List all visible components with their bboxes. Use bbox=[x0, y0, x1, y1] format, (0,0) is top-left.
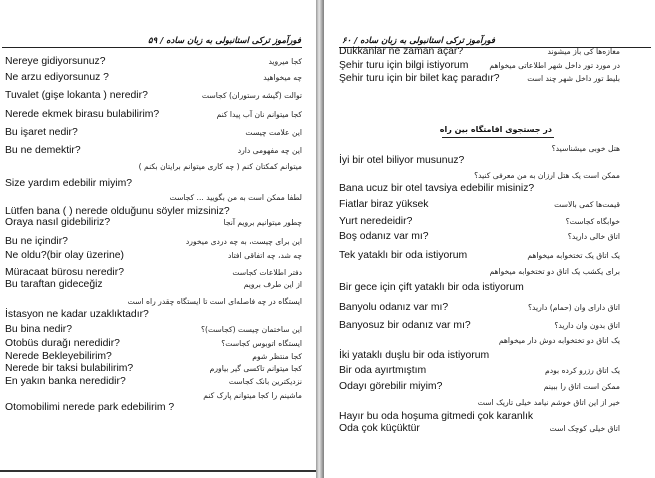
persian-translation: اتاق دارای وان (حمام) دارید؟ bbox=[528, 303, 620, 312]
persian-translation: بلیط تور داخل شهر چند است bbox=[527, 74, 620, 83]
turkish-phrase: Odayı görebilir miyim? bbox=[339, 381, 443, 392]
persian-translation: میتوانم کمکتان کنم ( چه کاری میتوانم برایتان بکنم ) bbox=[138, 162, 302, 171]
persian-translation: نزدیکترین بانک کجاست bbox=[228, 377, 302, 386]
turkish-phrase: İyi bir otel biliyor musunuz? bbox=[339, 155, 465, 166]
turkish-phrase: Banyosuz bir odanız var mı? bbox=[339, 320, 471, 331]
turkish-phrase: Bu ne içindir? bbox=[5, 236, 68, 247]
turkish-phrase: En yakın banka neredidir? bbox=[5, 376, 126, 387]
persian-translation: توالت (گیشه رستوران) کجاست bbox=[201, 91, 302, 100]
persian-translation: یک اتاق رزرو کرده بودم bbox=[545, 366, 620, 375]
persian-translation: این ساختمان چیست (کجاست)؟ bbox=[200, 325, 302, 334]
turkish-phrase: Banyolu odanız var mı? bbox=[339, 302, 449, 313]
persian-translation: هتل خوبی میشناسید؟ bbox=[551, 144, 620, 153]
persian-translation: خوابگاه کجاست؟ bbox=[565, 217, 620, 226]
persian-translation: یک اتاق دو تختخوابه دوش دار میخواهم bbox=[498, 336, 620, 345]
persian-translation: این برای چیست، به چه دردی میخورد bbox=[185, 237, 302, 246]
turkish-phrase: Otobüs durağı neredidir? bbox=[5, 338, 120, 349]
persian-translation: مغازه‌ها کی باز میشوند bbox=[547, 47, 620, 56]
persian-translation: کجا منتظر شوم bbox=[252, 352, 302, 361]
left-bottom-rule bbox=[0, 470, 316, 472]
right-page-header: ۶۰ / فورآموز ترکی استانبولی به زبان ساده bbox=[342, 36, 495, 46]
persian-translation: اتاق بدون وان دارید؟ bbox=[554, 321, 620, 330]
turkish-phrase: İstasyon ne kadar uzaklıktadır? bbox=[5, 309, 149, 320]
left-page bbox=[0, 0, 317, 478]
turkish-phrase: Bu işaret nedir? bbox=[5, 127, 78, 138]
persian-translation: لطفا ممکن است به من بگویید ... کجاست bbox=[169, 193, 302, 202]
turkish-phrase: Ne arzu ediyorsunuz ? bbox=[5, 72, 109, 83]
turkish-phrase: Nereye gidiyorsunuz? bbox=[5, 56, 106, 67]
left-page-header: فورآموز ترکی استانبولی به زبان ساده / ۵۹ bbox=[148, 36, 301, 46]
turkish-phrase: Tuvalet (gişe lokanta ) neredir? bbox=[5, 90, 148, 101]
turkish-phrase: Oda çok küçüktür bbox=[339, 423, 420, 434]
turkish-phrase: Size yardım edebilir miyim? bbox=[5, 178, 133, 189]
persian-translation: در مورد تور داخل شهر اطلاعاتی میخواهم bbox=[489, 61, 620, 70]
turkish-phrase: Bir gece için çift yataklı bir oda istiyorum bbox=[339, 282, 524, 293]
turkish-phrase: Hayır bu oda hoşuma gitmedi çok karanlık bbox=[339, 411, 534, 422]
turkish-phrase: Bu bina nedir? bbox=[5, 324, 73, 335]
turkish-phrase: Müracaat bürosu neredir? bbox=[5, 267, 124, 278]
persian-translation: اتاق خالی دارید؟ bbox=[567, 232, 620, 241]
persian-translation: دفتر اطلاعات کجاست bbox=[232, 268, 302, 277]
turkish-phrase: Bu ne demektir? bbox=[5, 145, 81, 156]
turkish-phrase: Dükkanlar ne zaman açar? bbox=[339, 46, 464, 57]
turkish-phrase: Nerede ekmek birasu bulabilirim? bbox=[5, 109, 160, 120]
persian-translation: خیر از این اتاق خوشم نیامد خیلی تاریک است bbox=[477, 398, 620, 407]
left-header-rule bbox=[2, 47, 302, 48]
turkish-phrase: Bu taraftan gideceğiz bbox=[5, 279, 103, 290]
persian-translation: از این طرف برویم bbox=[243, 280, 302, 289]
persian-translation: ایستگاه اتوبوس کجاست؟ bbox=[221, 339, 302, 348]
book-spine bbox=[316, 0, 323, 478]
persian-translation: این چه مفهومی دارد bbox=[237, 146, 302, 155]
turkish-phrase: Nerede bir taksi bulabilirim? bbox=[5, 363, 134, 374]
turkish-phrase: Nerede Bekleyebilirim? bbox=[5, 351, 112, 362]
persian-translation: چه شد، چه اتفاقی افتاد bbox=[227, 251, 302, 260]
persian-translation: کجا میتوانم تاکسی گیر بیاورم bbox=[209, 364, 302, 373]
persian-translation: ممکن است یک هتل ارزان به من معرفی کنید؟ bbox=[474, 171, 620, 180]
turkish-phrase: Yurt neredeidir? bbox=[339, 216, 413, 227]
persian-translation: ماشینم را کجا میتوانم پارک کنم bbox=[203, 391, 302, 400]
persian-translation: چه میخواهید bbox=[263, 73, 302, 82]
section-title-underline bbox=[442, 137, 554, 138]
persian-translation: قیمت‌ها کمی بالاست bbox=[554, 200, 620, 209]
persian-translation: ممکن است اتاق را ببینم bbox=[543, 382, 620, 391]
persian-translation: یک اتاق یک تختخوابه میخواهم bbox=[527, 251, 620, 260]
turkish-phrase: Şehir turu için bir bilet kaç paradır? bbox=[339, 73, 500, 84]
turkish-phrase: Boş odanız var mı? bbox=[339, 231, 429, 242]
turkish-phrase: Bir oda ayırtmıştım bbox=[339, 365, 427, 376]
turkish-phrase: Ne oldu?(bir olay üzerine) bbox=[5, 250, 124, 261]
turkish-phrase: Şehir turu için bilgi istiyorum bbox=[339, 60, 469, 71]
persian-translation: چطور میتوانیم برویم آنجا bbox=[223, 218, 302, 227]
section-title: در جستجوی اقامتگاه بین راه bbox=[439, 125, 552, 134]
persian-translation: این علامت چیست bbox=[245, 128, 302, 137]
turkish-phrase: Oraya nasıl gidebiliriz? bbox=[5, 217, 111, 228]
turkish-phrase: Otomobilimi nerede park edebilirim ? bbox=[5, 402, 175, 413]
turkish-phrase: İki yataklı duşlu bir oda istiyorum bbox=[339, 350, 490, 361]
persian-translation: برای یکشب یک اتاق دو تختخوابه میخواهم bbox=[489, 267, 620, 276]
turkish-phrase: Fiatlar biraz yüksek bbox=[339, 199, 429, 210]
persian-translation: کجا میروید bbox=[268, 57, 302, 66]
turkish-phrase: Lütfen bana ( ) nerede olduğunu söyler mizsiniz? bbox=[5, 206, 230, 217]
right-page bbox=[323, 0, 655, 478]
turkish-phrase: Bana ucuz bir otel tavsiya edebilir misiniz? bbox=[339, 183, 535, 194]
turkish-phrase: Tek yataklı bir oda istiyorum bbox=[339, 250, 468, 261]
persian-translation: کجا میتوانم نان آب پیدا کنم bbox=[216, 110, 302, 119]
persian-translation: اتاق خیلی کوچک است bbox=[549, 424, 620, 433]
persian-translation: ایستگاه در چه فاصله‌ای است تا ایستگاه چقدر راه است bbox=[127, 297, 302, 306]
